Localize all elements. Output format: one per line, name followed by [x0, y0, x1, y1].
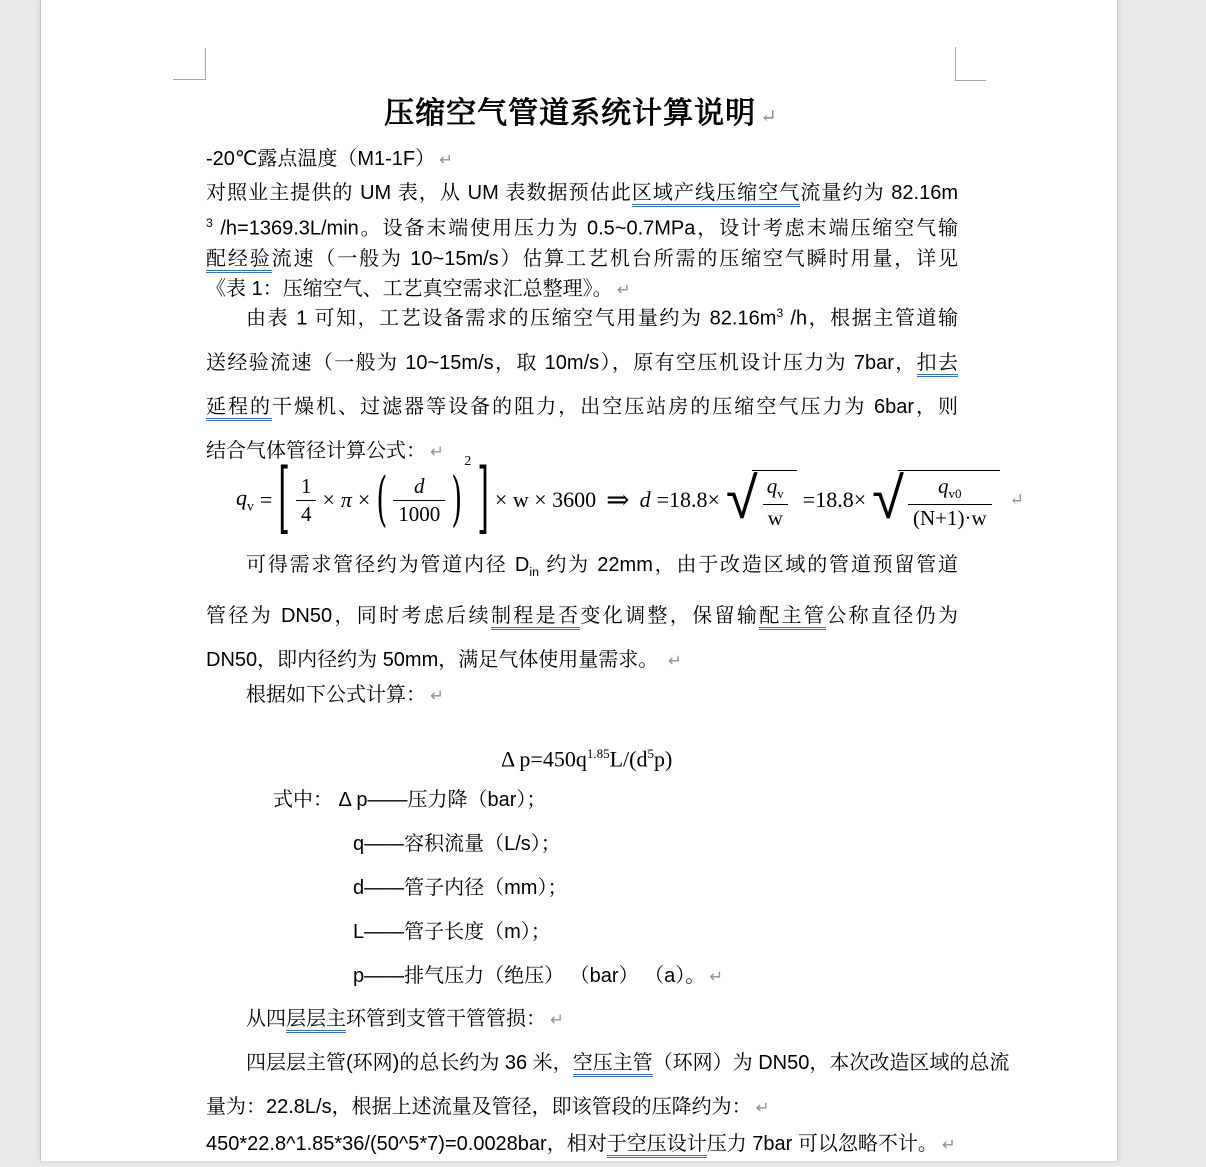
paragraph-ring-main-loss-intro[interactable]: [206, 997, 958, 1042]
left-bracket: [: [278, 453, 290, 545]
text-run: 环管到支管干管管损：: [346, 1008, 546, 1030]
legend-line-d[interactable]: [353, 866, 993, 910]
text-line[interactable]: [206, 244, 958, 274]
text-run: （环网）为 DN50，本次改造区域的总流: [652, 1052, 1010, 1074]
text-run: 干燥机、过滤器等设备的阻力，出空压站房的压缩空气压力为 6bar，则: [272, 395, 959, 418]
exponent-2: 2: [464, 454, 472, 469]
text-line[interactable]: [206, 178, 958, 208]
legend-line-delta-p[interactable]: [273, 778, 993, 822]
text-run: 从四: [246, 1008, 286, 1030]
pi-symbol: π: [340, 487, 352, 512]
implies-arrow: ⇒: [606, 485, 630, 516]
text-line[interactable]: [206, 673, 958, 718]
paragraph-mark: ↵: [1009, 490, 1024, 509]
formula-operator: ×: [322, 487, 335, 512]
text-line[interactable]: [206, 543, 958, 594]
text-run: /h=1369.3L/min。设备末端使用压力为 0.5~0.7MPa，设计考虑末端压缩空气输: [212, 217, 958, 240]
square-root: √ $\frac{q_{v0}}{(N+1)\cdot w}$: [872, 470, 1000, 529]
text-run: L——管子长度（m）；: [353, 921, 551, 943]
text-run: 对照业主提供的 UM 表，从 UM 表数据预估此: [206, 182, 632, 204]
paragraph-mark: ↵: [709, 968, 723, 986]
paragraph-mark: ↵: [667, 652, 682, 670]
text-run: 《表 1：压缩空气、工艺真空需求汇总整理》。: [206, 277, 613, 300]
text-run: 流速（一般为 10~15m/s）估算工艺机台所需的压缩空气瞬时用量，详见: [271, 247, 958, 270]
title-text: 压缩空气管道系统计算说明: [384, 97, 757, 130]
pressure-drop-formula: [501, 740, 672, 773]
text-run: 结合气体管径计算公式：: [206, 439, 426, 462]
document-title: [206, 88, 956, 132]
margin-corner-mark-right: [955, 47, 986, 81]
right-paren: ): [451, 464, 463, 534]
paragraph-um-table-estimate[interactable]: [206, 178, 958, 305]
text-run: 四层层主管(环网)的总长约为 36 米，: [246, 1052, 573, 1074]
paragraph-main-pipe-pressure[interactable]: [206, 291, 958, 474]
square-root: √ $\frac{q_v}{w}$: [726, 470, 797, 529]
text-run: 配主管: [759, 605, 826, 630]
text-run: 可得需求管径约为管道内径 D: [246, 554, 530, 576]
paragraph-required-diameter[interactable]: [206, 543, 958, 683]
radical-sign: √: [725, 464, 758, 532]
fraction-d-1000: $\frac{d}{1000}$: [393, 474, 445, 525]
text-line[interactable]: [206, 291, 958, 341]
text-run: -20℃露点温度（M1-1F）: [206, 148, 436, 170]
paragraph-mark: ↵: [941, 1136, 956, 1154]
text-run: 式中： Δ p——压力降（bar）；: [273, 789, 547, 811]
text-run: 由表 1 可知，工艺设备需求的压缩空气用量约为 82.16m: [246, 307, 777, 330]
document-page[interactable]: [40, 0, 1118, 1161]
text-line[interactable]: [206, 997, 958, 1042]
legend-line-l[interactable]: [353, 910, 993, 954]
formula-term: L/(d: [609, 746, 648, 772]
legend-line-q[interactable]: [353, 822, 993, 866]
formula-term: $q_v$: [236, 485, 254, 514]
formula-term: p): [653, 746, 673, 772]
text-run: 扣去: [917, 352, 958, 377]
text-line[interactable]: [206, 341, 958, 385]
formula-operator: =: [259, 487, 273, 512]
paragraph-mark: ↵: [439, 151, 453, 169]
text-run: 区域产线压缩空气: [632, 182, 801, 207]
text-run: q——容积流量（L/s）；: [353, 833, 561, 855]
formula-term: d: [639, 487, 651, 512]
text-line[interactable]: [206, 1041, 1010, 1085]
formula-operator: × w × 3600: [494, 487, 597, 512]
paragraph-mark: ↵: [616, 280, 631, 299]
paragraph-mark: ↵: [430, 687, 444, 705]
pipe-diameter-formula: [236, 452, 1024, 548]
formula-term: Δ p=450q: [501, 746, 587, 772]
fraction-one-quarter: $\frac{1}{4}$: [296, 474, 317, 525]
text-run: 量为：22.8L/s，根据上述流量及管径，即该管段的压降约为：: [206, 1096, 752, 1118]
paragraph-formula-intro[interactable]: [206, 673, 958, 718]
formula-operator: =18.8×: [802, 487, 867, 512]
text-run: 流量约为 82.16m: [800, 182, 959, 204]
text-run: d——管子内径（mm）；: [353, 877, 568, 899]
paragraph-pressure-drop-result[interactable]: [206, 1122, 958, 1167]
exponent-185: 1.85: [586, 746, 610, 761]
text-line[interactable]: [206, 208, 958, 244]
text-run: 450*22.8^1.85*36/(50^5*7)=0.0028bar，相对: [206, 1133, 607, 1155]
text-run: 变化调整，保留输: [580, 605, 760, 627]
paragraph-dew-point[interactable]: [206, 144, 958, 175]
text-run: 3: [206, 216, 213, 230]
formula-legend[interactable]: [273, 778, 993, 999]
text-run: DN50，即内径约为 50mm，满足气体使用量需求。: [206, 649, 664, 671]
formula-operator: =18.8×: [656, 487, 720, 512]
paragraph-ring-main-length[interactable]: [206, 1041, 1010, 1130]
margin-corner-mark-left: [173, 48, 206, 80]
legend-line-p[interactable]: [353, 954, 993, 999]
text-run: 空压主管: [573, 1052, 653, 1077]
text-run: 延程的: [206, 396, 272, 421]
paragraph-mark: ↵: [430, 442, 444, 461]
text-run: 层层主: [286, 1008, 346, 1033]
text-line[interactable]: [206, 594, 958, 638]
text-run: 配经验: [206, 248, 272, 273]
text-run: 制程是否: [491, 605, 580, 630]
text-line[interactable]: [206, 385, 958, 429]
text-run: 3: [776, 306, 784, 320]
text-run: /h，根据主管道输: [783, 307, 958, 330]
paragraph-mark: ↵: [755, 1099, 770, 1117]
left-paren: (: [376, 464, 388, 534]
text-run: 根据如下公式计算：: [246, 684, 426, 706]
paragraph-mark: ↵: [550, 1011, 564, 1029]
text-run: 管径为 DN50，同时考虑后续: [206, 605, 491, 627]
text-run: 公称直径仍为: [826, 605, 959, 627]
text-run: 于空压设计: [607, 1133, 707, 1158]
text-line[interactable]: [206, 144, 958, 175]
text-run: in: [529, 565, 539, 579]
text-run: 送经验流速（一般为 10~15m/s，取 10m/s），原有空压机设计压力为 7bar，: [206, 351, 917, 374]
text-run: 压力 7bar 可以忽略不计。: [706, 1133, 938, 1155]
formula-operator: ×: [357, 487, 371, 512]
paragraph-mark: ↵: [760, 106, 778, 128]
text-line[interactable]: [206, 1122, 958, 1167]
text-run: 约为 22mm，由于改造区域的管道预留管道: [539, 554, 958, 576]
exponent-5: 5: [647, 746, 654, 761]
text-run: p——排气压力（绝压） （bar） （a）。: [353, 965, 706, 987]
right-bracket: ]: [477, 453, 489, 545]
radical-sign: √: [872, 464, 904, 532]
